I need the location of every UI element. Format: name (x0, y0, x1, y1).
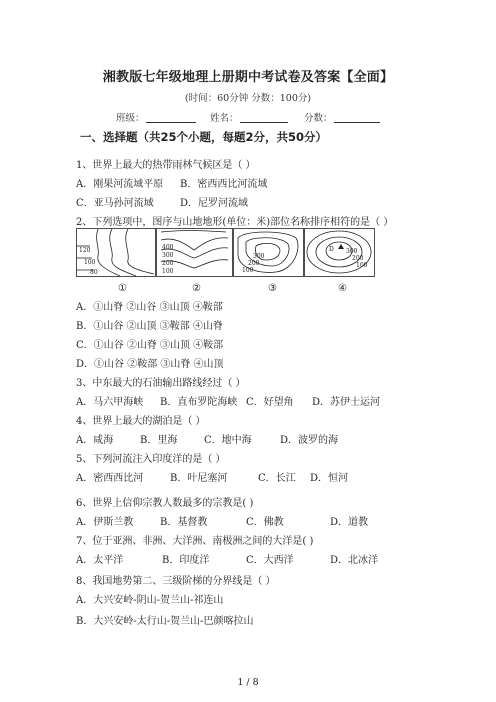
contour-maps-figure (76, 228, 376, 284)
answer-option[interactable]: A．太平洋 (76, 555, 124, 566)
answer-option[interactable]: B．①山谷 ②山顶 ③鞍部 ④山脊 (76, 321, 223, 332)
answer-option[interactable]: B．里海 (140, 435, 178, 446)
class-field[interactable] (146, 110, 196, 123)
contour-value: 100 (84, 259, 96, 266)
answer-option[interactable]: A．马六甲海峡 (76, 397, 144, 408)
map-label: ① (118, 283, 127, 294)
answer-option[interactable]: D．恒河 (310, 473, 349, 484)
answer-option[interactable]: A．大兴安岭-阴山-贺兰山-祁连山 (76, 595, 224, 606)
answer-option[interactable]: D．苏伊士运河 (312, 397, 381, 408)
answer-option[interactable]: D．尼罗河流域 (180, 198, 249, 209)
contour-value: 300 (346, 248, 358, 255)
map-label: ④ (338, 283, 347, 294)
answer-option[interactable]: A．密西西比河 (76, 473, 144, 484)
contour-value: 100 (242, 267, 254, 274)
answer-option[interactable]: C．长江 (258, 473, 296, 484)
answer-option[interactable]: D．波罗的海 (280, 435, 339, 446)
answer-option[interactable]: C．亚马孙河流域 (76, 198, 154, 209)
section-heading: 一、选择题（共25个小题，每题2分，共50分） (80, 130, 328, 144)
answer-option[interactable]: B．印度洋 (162, 555, 210, 566)
exam-subtitle: (时间：60分钟 分数：100分) (184, 93, 312, 104)
score-label: 分数： (304, 113, 333, 124)
contour-map-1 (76, 229, 156, 277)
answer-option[interactable]: C．大西洋 (246, 555, 294, 566)
score-field[interactable] (334, 110, 380, 123)
answer-option[interactable]: B．叶尼塞河 (170, 473, 228, 484)
name-label: 姓名： (210, 113, 239, 124)
contour-value: 400 (162, 244, 174, 251)
contour-value: 200 (352, 255, 364, 262)
contour-value: 300 (253, 253, 265, 260)
contour-map-2 (157, 229, 233, 277)
contour-value: 200 (162, 260, 174, 267)
question-stem: 5、下列河流注入印度洋的是（ ） (76, 454, 226, 465)
answer-option[interactable]: D．①山谷 ②鞍部 ③山脊 ④山顶 (76, 359, 224, 370)
question-stem: 7、位于亚洲、非洲、大洋洲、南极洲之间的大洋是( ) (76, 536, 314, 547)
answer-option[interactable]: A．①山脊 ②山谷 ③山顶 ④鞍部 (76, 302, 223, 313)
answer-option[interactable]: A．刚果河流域平原 (76, 179, 164, 190)
class-label: 班级： (116, 113, 145, 124)
question-stem: 1、世界上最大的热带雨林气候区是（ ） (76, 160, 256, 171)
contour-map-4 (305, 229, 375, 277)
contour-value: 300 (162, 252, 174, 259)
answer-option[interactable]: D．道教 (330, 517, 369, 528)
answer-option[interactable]: C．佛教 (246, 517, 284, 528)
answer-option[interactable]: C．地中海 (204, 435, 252, 446)
page-number: 1 / 8 (237, 677, 259, 688)
answer-option[interactable]: C．①山谷 ②山脊 ③山顶 ④鞍部 (76, 340, 224, 351)
answer-option[interactable]: A．伊斯兰教 (76, 517, 134, 528)
contour-value: 120 (79, 247, 91, 254)
answer-option[interactable]: B．大兴安岭-太行山-贺兰山-巴颜喀拉山 (76, 616, 254, 627)
question-stem: 4、世界上最大的湖泊是（ ） (76, 416, 206, 427)
question-stem: 2、下列选项中，图序与山地地形(单位：米)部位名称排序相符的是（ ） (76, 217, 394, 228)
question-stem: 6、世界上信仰宗教人数最多的宗教是( ) (76, 498, 254, 509)
contour-map-3 (234, 229, 304, 277)
answer-option[interactable]: A．咸海 (76, 435, 114, 446)
contour-value: D (329, 246, 334, 253)
map-label: ③ (268, 283, 277, 294)
contour-value: 200 (248, 260, 260, 267)
answer-option[interactable]: B．直布罗陀海峡 (160, 397, 238, 408)
answer-option[interactable]: C．好望角 (246, 397, 294, 408)
contour-value: 100 (162, 268, 174, 275)
question-stem: 8、我国地势第二、三级阶梯的分界线是（ ） (76, 576, 276, 587)
map-label: ② (192, 283, 201, 294)
contour-value: 80 (90, 269, 98, 276)
answer-option[interactable]: B．基督教 (160, 517, 208, 528)
answer-option[interactable]: D．北冰洋 (330, 555, 379, 566)
page-title: 湘教版七年级地理上册期中考试卷及答案【全面】 (102, 70, 394, 85)
name-field[interactable] (240, 110, 288, 123)
contour-value: 100 (356, 262, 368, 269)
answer-option[interactable]: B．密西西比河流域 (180, 179, 268, 190)
question-stem: 3、中东最大的石油输出路线经过（ ） (76, 378, 246, 389)
